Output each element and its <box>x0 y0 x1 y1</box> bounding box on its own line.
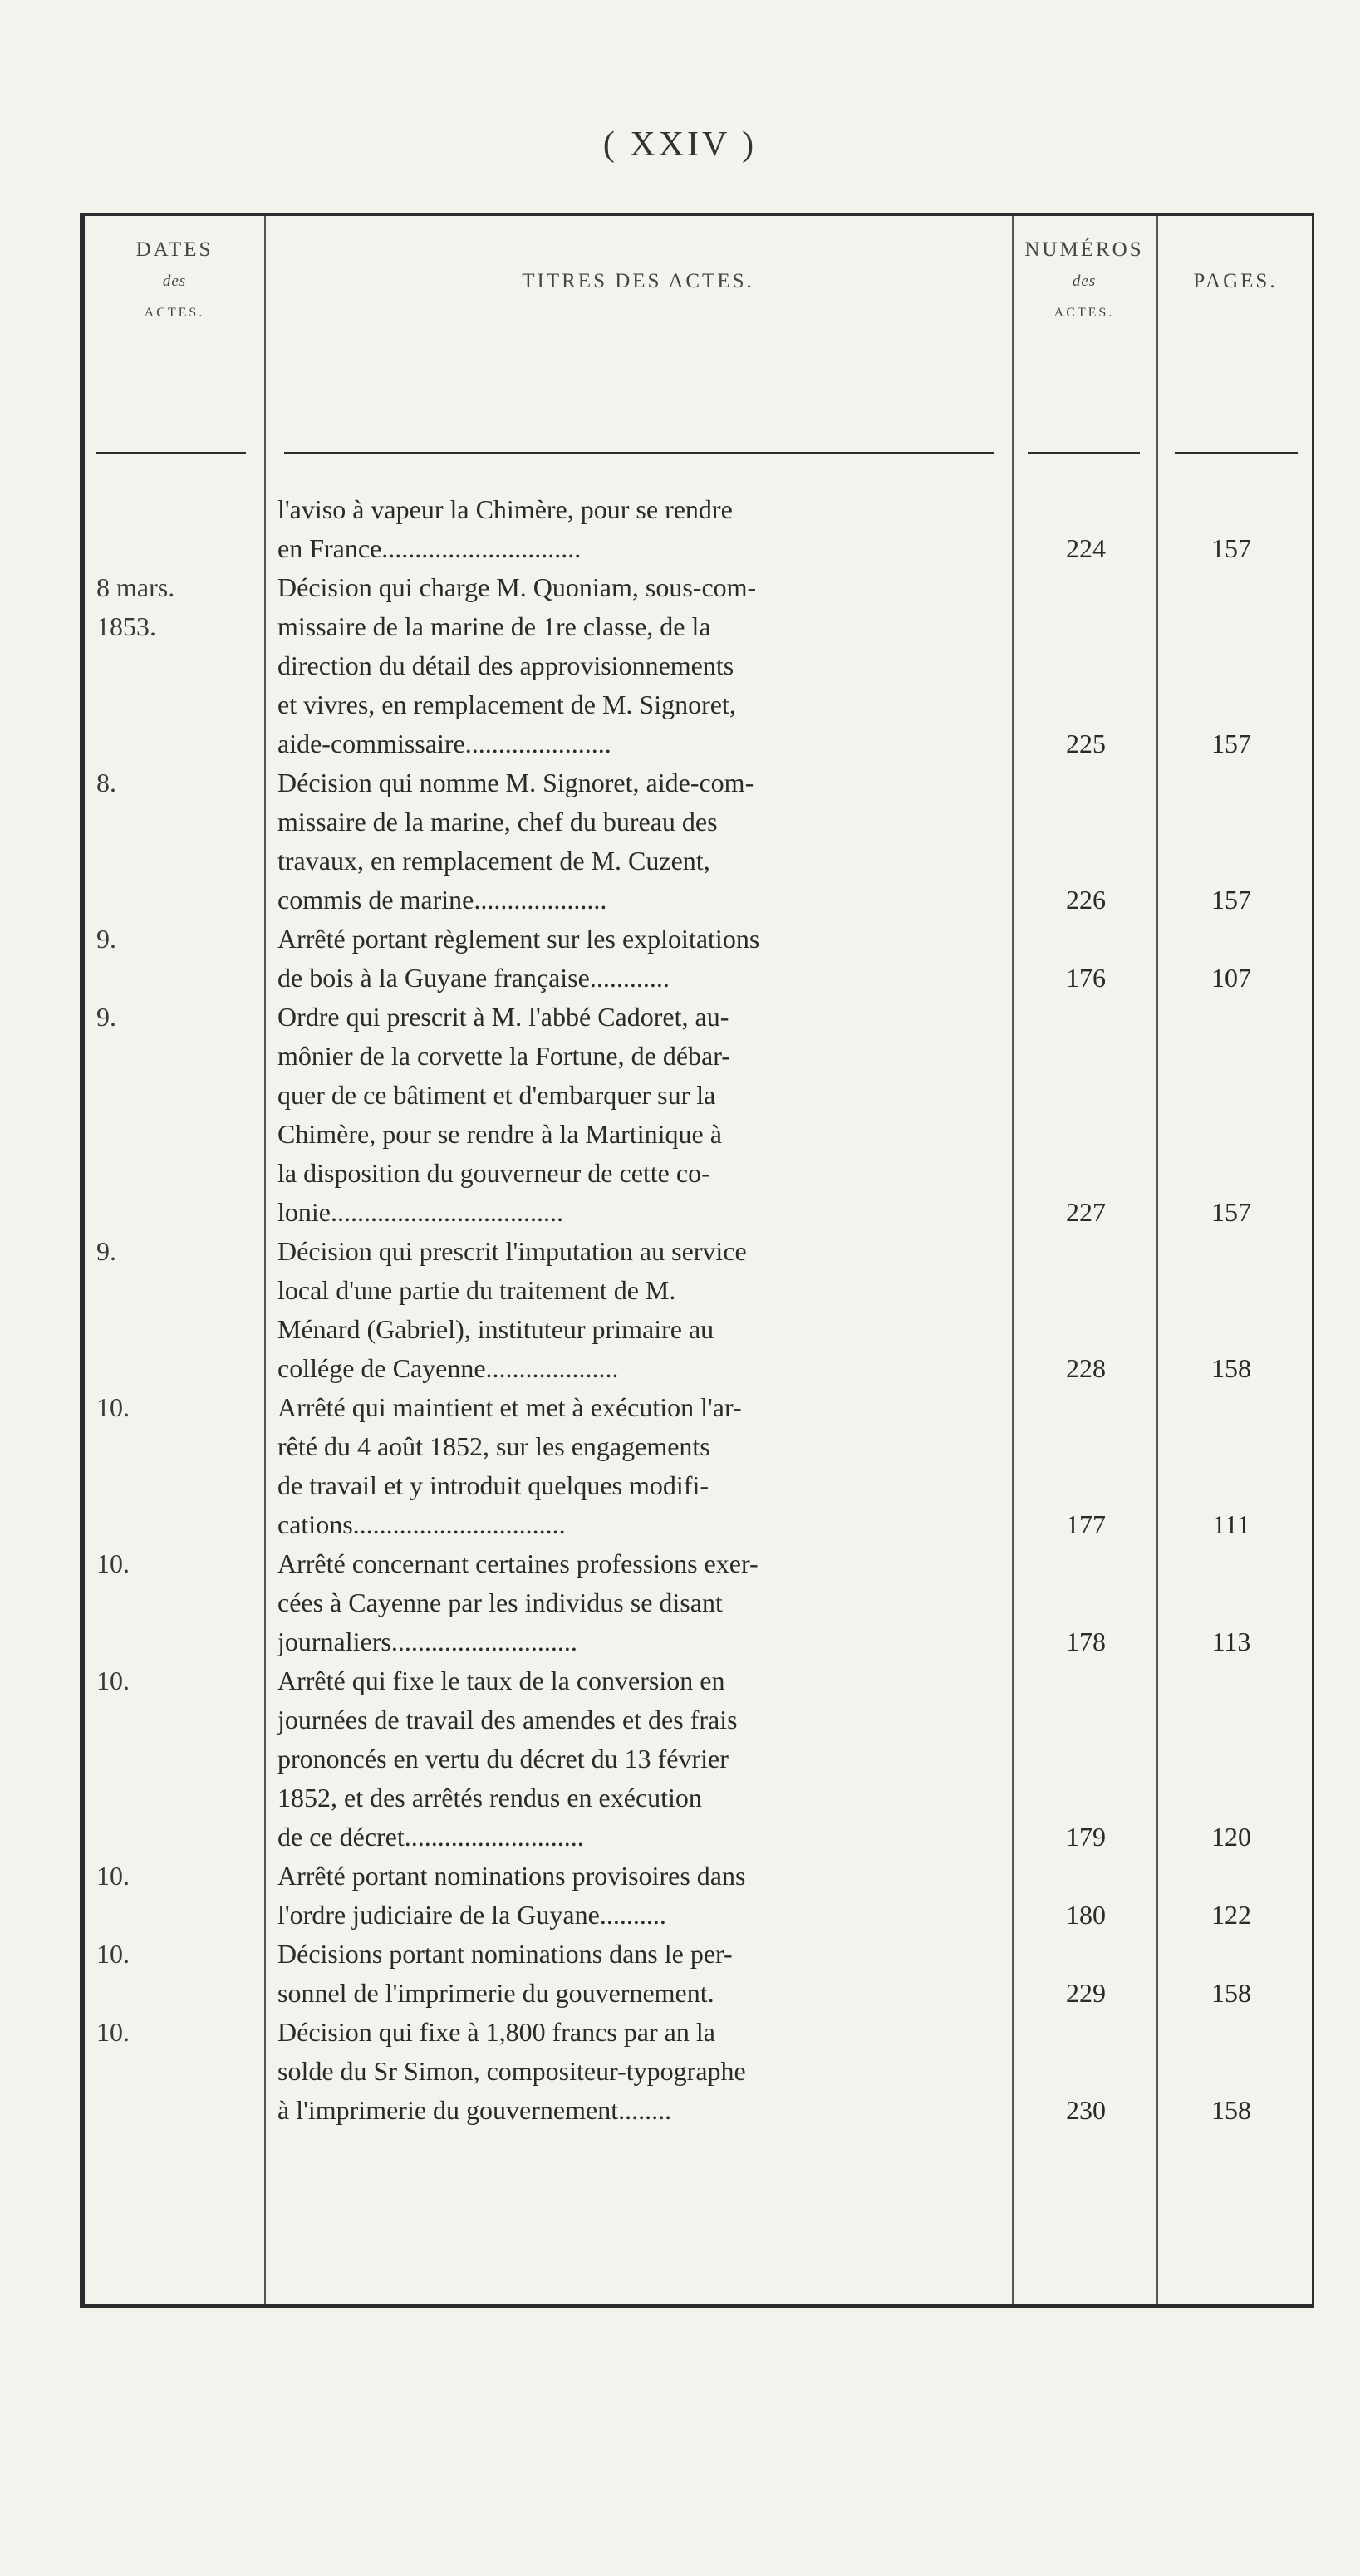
act-title-line: à l'imprimerie du gouvernement........ <box>277 2095 672 2125</box>
act-date: 10. <box>96 1392 130 1422</box>
act-title-line: Chimère, pour se rendre à la Martinique à <box>277 1119 722 1149</box>
header-titles: TITRES DES ACTES. <box>522 270 754 292</box>
act-title-line: Arrêté portant nominations provisoires dans <box>277 1861 746 1891</box>
act-title <box>277 1544 1009 1661</box>
entries <box>85 216 1312 2304</box>
act-title-line: de ce décret........................... <box>277 1822 584 1852</box>
act-date: 10. <box>96 1861 130 1891</box>
act-date: 10. <box>96 2017 130 2047</box>
act-title-line: travaux, en remplacement de M. Cuzent, <box>277 846 710 876</box>
act-title-line: en France.............................. <box>277 533 582 563</box>
act-number: 224 <box>1066 533 1106 563</box>
page-header: ( XXIV ) <box>602 125 758 164</box>
act-title-line: Arrêté portant règlement sur les exploitations <box>277 924 760 954</box>
act-title-line: Arrêté qui fixe le taux de la conversion en <box>277 1666 725 1695</box>
act-title-line: de travail et y introduit quelques modifi- <box>277 1470 709 1500</box>
act-title-line: Décision qui prescrit l'imputation au service <box>277 1236 747 1266</box>
act-title-line: rêté du 4 août 1852, sur les engagements <box>277 1431 710 1461</box>
act-title <box>277 490 1009 568</box>
act-title-line: missaire de la marine de 1re classe, de la <box>277 611 711 641</box>
act-title-line: mônier de la corvette la Fortune, de débar- <box>277 1041 730 1071</box>
header-pages: PAGES. <box>1193 270 1278 292</box>
act-title-line: journaliers............................ <box>277 1627 577 1656</box>
act-page: 122 <box>1211 1900 1251 1930</box>
act-title-line: lonie................................... <box>277 1197 563 1227</box>
act-number: 227 <box>1066 1197 1106 1227</box>
act-title-line: Décisions portant nominations dans le per- <box>277 1939 733 1969</box>
act-page: 113 <box>1211 1627 1251 1656</box>
act-title-line: aide-commissaire...................... <box>277 729 611 758</box>
act-page: 157 <box>1211 885 1251 915</box>
act-page: 120 <box>1211 1822 1251 1852</box>
act-title-line: Arrêté concernant certaines professions exer- <box>277 1548 759 1578</box>
act-date: 8 mars. 1853. <box>96 572 175 641</box>
act-title-line: missaire de la marine, chef du bureau des <box>277 807 718 837</box>
act-title <box>277 998 1009 1232</box>
act-page: 157 <box>1211 533 1251 563</box>
act-number: 178 <box>1066 1627 1106 1656</box>
act-title-line: quer de ce bâtiment et d'embarquer sur la <box>277 1080 716 1110</box>
act-number: 176 <box>1066 963 1106 993</box>
act-number: 229 <box>1066 1978 1106 2008</box>
act-title-line: la disposition du gouverneur de cette co- <box>277 1158 710 1188</box>
act-number: 177 <box>1066 1509 1106 1539</box>
act-title-line: sonnel de l'imprimerie du gouvernement. <box>277 1978 714 2008</box>
act-title-line: collége de Cayenne.................... <box>277 1353 619 1383</box>
act-page: 157 <box>1211 1197 1251 1227</box>
act-title-line: Décision qui fixe à 1,800 francs par an la <box>277 2017 715 2047</box>
table-frame <box>80 213 1314 2308</box>
act-number: 179 <box>1066 1822 1106 1852</box>
act-number: 226 <box>1066 885 1106 915</box>
act-date: 10. <box>96 1666 130 1695</box>
act-title-line: local d'une partie du traitement de M. <box>277 1275 676 1305</box>
act-title-line: Ménard (Gabriel), instituteur primaire au <box>277 1314 714 1344</box>
act-page: 158 <box>1211 1978 1251 2008</box>
act-date: 10. <box>96 1939 130 1969</box>
act-date: 8. <box>96 768 116 797</box>
act-title <box>277 1857 1009 1935</box>
act-title <box>277 1232 1009 1388</box>
act-date: 9. <box>96 1236 116 1266</box>
header-numbers: NUMÉROS des ACTES. <box>1024 238 1144 320</box>
act-title-line: 1852, et des arrêtés rendus en exécution <box>277 1783 702 1813</box>
act-page: 107 <box>1211 963 1251 993</box>
act-title-line: l'aviso à vapeur la Chimère, pour se rendre <box>277 494 733 524</box>
act-title-line: cations................................ <box>277 1509 566 1539</box>
act-title-line: l'ordre judiciaire de la Guyane.......... <box>277 1900 666 1930</box>
act-number: 225 <box>1066 729 1106 758</box>
act-title-line: Décision qui nomme M. Signoret, aide-com- <box>277 768 754 797</box>
act-date: 9. <box>96 924 116 954</box>
act-title <box>277 920 1009 998</box>
act-title <box>277 763 1009 920</box>
act-title-line: commis de marine.................... <box>277 885 607 915</box>
act-title-line: Arrêté qui maintient et met à exécution l'ar- <box>277 1392 742 1422</box>
act-page: 158 <box>1211 2095 1251 2125</box>
act-number: 180 <box>1066 1900 1106 1930</box>
act-title <box>277 1935 1009 2013</box>
act-title-line: solde du Sr Simon, compositeur-typographe <box>277 2056 746 2086</box>
act-number: 230 <box>1066 2095 1106 2125</box>
header-dates: DATES des ACTES. <box>135 238 214 320</box>
act-page: 158 <box>1211 1353 1251 1383</box>
act-title-line: de bois à la Guyane française............ <box>277 963 670 993</box>
act-title <box>277 2013 1009 2130</box>
act-title-line: Décision qui charge M. Quoniam, sous-com- <box>277 572 757 602</box>
act-title-line: cées à Cayenne par les individus se disant <box>277 1587 723 1617</box>
act-title-line: et vivres, en remplacement de M. Signoret, <box>277 689 736 719</box>
act-title-line: journées de travail des amendes et des frais <box>277 1705 738 1735</box>
act-title <box>277 1661 1009 1857</box>
act-date: 9. <box>96 1002 116 1032</box>
act-title <box>277 1388 1009 1544</box>
act-page: 111 <box>1212 1509 1250 1539</box>
act-number: 228 <box>1066 1353 1106 1383</box>
act-title-line: prononcés en vertu du décret du 13 février <box>277 1744 729 1774</box>
act-title-line: Ordre qui prescrit à M. l'abbé Cadoret, au- <box>277 1002 729 1032</box>
act-page: 157 <box>1211 729 1251 758</box>
act-date: 10. <box>96 1548 130 1578</box>
act-title-line: direction du détail des approvisionnements <box>277 650 734 680</box>
act-title <box>277 568 1009 763</box>
